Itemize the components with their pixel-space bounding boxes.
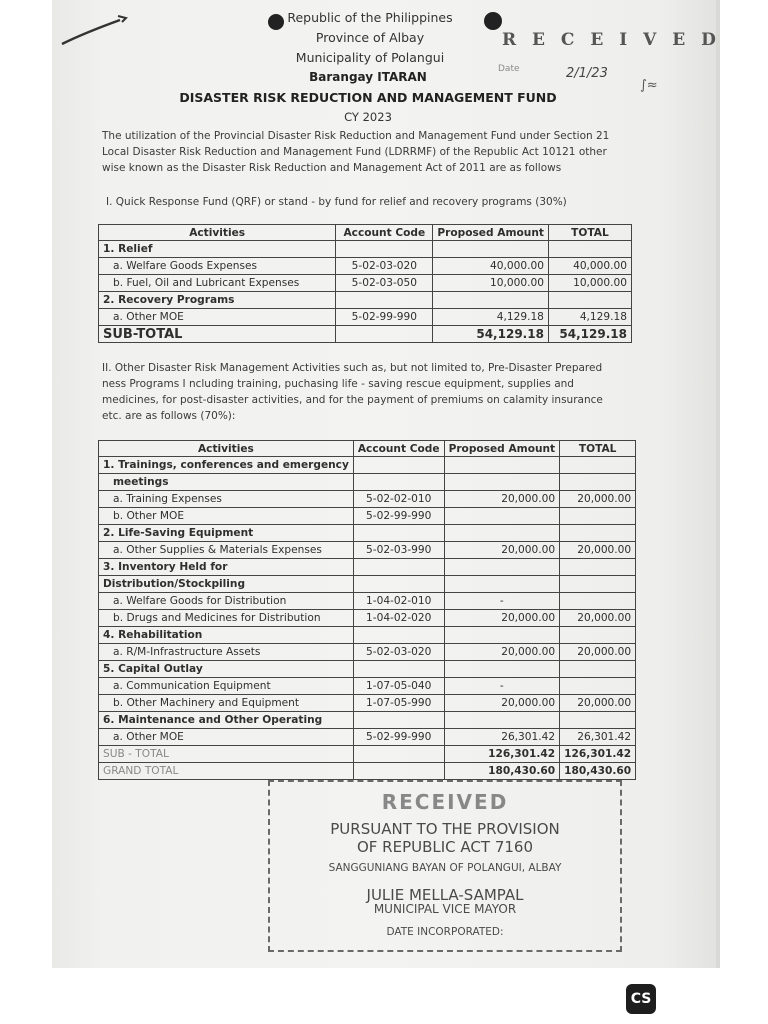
row-amount: 180,430.60 — [444, 763, 560, 780]
row-amount — [444, 525, 560, 542]
row-total: 180,430.60 — [560, 763, 636, 780]
row-total: 20,000.00 — [560, 644, 636, 661]
col-total: TOTAL — [548, 225, 631, 241]
row-code: 5-02-03-020 — [353, 644, 444, 661]
row-code — [353, 746, 444, 763]
row-code: 5-02-99-990 — [353, 729, 444, 746]
row-code: 5-02-02-010 — [353, 491, 444, 508]
row-total — [560, 627, 636, 644]
table-row — [99, 457, 636, 474]
row-activity: meetings — [99, 474, 354, 491]
col-account-code: Account Code — [353, 441, 444, 457]
header-municipality: Municipality of Polangui — [295, 50, 445, 65]
row-amount: 10,000.00 — [433, 275, 549, 292]
row-amount: 20,000.00 — [444, 695, 560, 712]
row-amount: 126,301.42 — [444, 746, 560, 763]
table-row — [99, 559, 636, 576]
row-total: 54,129.18 — [548, 326, 631, 343]
row-activity: a. R/M-Infrastructure Assets — [99, 644, 354, 661]
row-total: 20,000.00 — [560, 695, 636, 712]
stamp-vice-mayor-name: JULIE MELLA-SAMPAL — [366, 886, 524, 904]
col-account-code: Account Code — [336, 225, 433, 241]
row-amount — [433, 292, 549, 309]
row-amount: - — [444, 593, 560, 610]
row-amount: 4,129.18 — [433, 309, 549, 326]
row-code — [353, 525, 444, 542]
row-activity: b. Fuel, Oil and Lubricant Expenses — [99, 275, 336, 292]
table-row-subtotal — [99, 746, 636, 763]
row-total — [560, 661, 636, 678]
row-total: 126,301.42 — [560, 746, 636, 763]
row-amount: - — [444, 678, 560, 695]
row-total — [560, 457, 636, 474]
intro-line-2: Local Disaster Risk Reduction and Management Fund (LDRRMF) of the Republic Act 10121 other — [102, 146, 607, 158]
row-amount — [444, 457, 560, 474]
section1-heading: I. Quick Response Fund (QRF) or stand - by fund for relief and recovery programs (30%) — [106, 196, 567, 208]
fiscal-year: CY 2023 — [344, 110, 392, 124]
row-activity: a. Other Supplies & Materials Expenses — [99, 542, 354, 559]
received-stamp: R E C E I V E D — [502, 30, 721, 50]
row-amount: 20,000.00 — [444, 610, 560, 627]
row-code — [353, 474, 444, 491]
table-row — [99, 275, 632, 292]
row-total: 10,000.00 — [548, 275, 631, 292]
table-row — [99, 309, 632, 326]
page-title: DISASTER RISK REDUCTION AND MANAGEMENT FUND — [179, 90, 557, 105]
row-total: 20,000.00 — [560, 542, 636, 559]
row-amount: 20,000.00 — [444, 491, 560, 508]
received-date-label: Date — [498, 64, 520, 74]
col-proposed-amount: Proposed Amount — [444, 441, 560, 457]
table-row — [99, 712, 636, 729]
row-code — [336, 241, 433, 258]
table-row-subtotal — [99, 326, 632, 343]
section2-line-2: ness Programs I ncluding training, puchasing life - saving rescue equipment, supplies and — [102, 378, 574, 390]
intro-line-1: The utilization of the Provincial Disaster Risk Reduction and Management Fund under Section 21 — [102, 130, 610, 142]
table-row — [99, 576, 636, 593]
header-province: Province of Albay — [315, 30, 425, 45]
row-code — [353, 457, 444, 474]
drrm-activities-table — [98, 440, 636, 780]
row-amount: 26,301.42 — [444, 729, 560, 746]
row-code: 1-07-05-990 — [353, 695, 444, 712]
row-total — [548, 241, 631, 258]
qrf-table — [98, 224, 632, 343]
row-amount: 40,000.00 — [433, 258, 549, 275]
col-proposed-amount: Proposed Amount — [433, 225, 549, 241]
stamp-pursuant: PURSUANT TO THE PROVISION — [330, 820, 560, 838]
col-activities: Activities — [99, 225, 336, 241]
row-amount: 54,129.18 — [433, 326, 549, 343]
row-code: 5-02-03-050 — [336, 275, 433, 292]
row-amount — [444, 474, 560, 491]
table-row — [99, 644, 636, 661]
row-activity: SUB-TOTAL — [99, 326, 336, 343]
row-activity: 5. Capital Outlay — [99, 661, 354, 678]
row-code: 1-04-02-010 — [353, 593, 444, 610]
row-activity: a. Welfare Goods for Distribution — [99, 593, 354, 610]
table-row — [99, 241, 632, 258]
table-row — [99, 610, 636, 627]
stamp-republic-act: OF REPUBLIC ACT 7160 — [356, 838, 533, 856]
row-activity: b. Other Machinery and Equipment — [99, 695, 354, 712]
table-row — [99, 474, 636, 491]
header-country: Republic of the Philippines — [287, 10, 453, 25]
row-amount — [444, 559, 560, 576]
table-row — [99, 729, 636, 746]
row-code — [336, 326, 433, 343]
table-row — [99, 661, 636, 678]
section2-line-1: II. Other Disaster Risk Management Activities such as, but not limited to, Pre-Disaster Prepared — [102, 362, 603, 374]
section2-paragraph — [102, 360, 622, 424]
row-total — [548, 292, 631, 309]
row-code — [353, 712, 444, 729]
row-code: 1-07-05-040 — [353, 678, 444, 695]
row-code: 5-02-03-990 — [353, 542, 444, 559]
row-activity: 1. Trainings, conferences and emergency — [99, 457, 354, 474]
row-code — [353, 559, 444, 576]
row-amount — [433, 241, 549, 258]
row-amount: 20,000.00 — [444, 644, 560, 661]
row-code — [353, 576, 444, 593]
table-row — [99, 525, 636, 542]
row-activity: a. Other MOE — [99, 729, 354, 746]
camscanner-logo: CS — [626, 984, 656, 1014]
row-activity: a. Other MOE — [99, 309, 336, 326]
intro-line-3: wise known as the Disaster Risk Reduction and Management Act of 2011 are as follows — [102, 162, 562, 174]
row-total — [560, 474, 636, 491]
sanggunian-received-stamp — [268, 780, 622, 952]
row-activity: b. Other MOE — [99, 508, 354, 525]
row-amount — [444, 661, 560, 678]
row-activity: Distribution/Stockpiling — [99, 576, 354, 593]
page-edge-shadow — [716, 0, 720, 968]
row-activity: 3. Inventory Held for — [99, 559, 354, 576]
row-activity: 6. Maintenance and Other Operating — [99, 712, 354, 729]
col-total: TOTAL — [560, 441, 636, 457]
row-activity: 4. Rehabilitation — [99, 627, 354, 644]
table-row — [99, 593, 636, 610]
stamp-vice-mayor-title: MUNICIPAL VICE MAYOR — [373, 902, 517, 916]
row-code: 5-02-99-990 — [336, 309, 433, 326]
table-row — [99, 678, 636, 695]
row-activity: 2. Life-Saving Equipment — [99, 525, 354, 542]
row-amount — [444, 576, 560, 593]
stamp-sangguniang: SANGGUNIANG BAYAN OF POLANGUI, ALBAY — [328, 862, 562, 874]
row-activity: a. Training Expenses — [99, 491, 354, 508]
row-total: 20,000.00 — [560, 491, 636, 508]
table-row — [99, 292, 632, 309]
table-row — [99, 695, 636, 712]
table-row — [99, 627, 636, 644]
row-total: 40,000.00 — [548, 258, 631, 275]
table-row — [99, 491, 636, 508]
row-activity: 1. Relief — [99, 241, 336, 258]
table-row — [99, 508, 636, 525]
row-code: 1-04-02-020 — [353, 610, 444, 627]
row-total: 26,301.42 — [560, 729, 636, 746]
row-total — [560, 525, 636, 542]
intro-paragraph — [102, 128, 622, 176]
row-activity: b. Drugs and Medicines for Distribution — [99, 610, 354, 627]
row-code — [353, 763, 444, 780]
row-total — [560, 593, 636, 610]
col-activities: Activities — [99, 441, 354, 457]
table-row — [99, 542, 636, 559]
row-total — [560, 678, 636, 695]
table-row-grand-total — [99, 763, 636, 780]
row-amount: 20,000.00 — [444, 542, 560, 559]
row-code: 5-02-03-020 — [336, 258, 433, 275]
row-activity: SUB - TOTAL — [99, 746, 354, 763]
row-total — [560, 576, 636, 593]
row-amount — [444, 508, 560, 525]
row-total — [560, 508, 636, 525]
row-activity: a. Communication Equipment — [99, 678, 354, 695]
row-activity: 2. Recovery Programs — [99, 292, 336, 309]
row-activity: GRAND TOTAL — [99, 763, 354, 780]
table-row — [99, 258, 632, 275]
row-activity: a. Welfare Goods Expenses — [99, 258, 336, 275]
row-amount — [444, 627, 560, 644]
stamp-received: RECEIVED — [381, 790, 509, 814]
row-code — [353, 661, 444, 678]
received-date: 2/1/23 — [566, 66, 608, 81]
row-amount — [444, 712, 560, 729]
row-code: 5-02-99-990 — [353, 508, 444, 525]
row-code — [353, 627, 444, 644]
received-signature: ∫≈ — [640, 78, 658, 93]
row-total — [560, 559, 636, 576]
row-total: 4,129.18 — [548, 309, 631, 326]
header-barangay: Barangay ITARAN — [309, 70, 427, 84]
row-total — [560, 712, 636, 729]
row-code — [336, 292, 433, 309]
row-total: 20,000.00 — [560, 610, 636, 627]
section2-line-4: etc. are as follows (70%): — [102, 410, 236, 422]
stamp-date-incorporated: DATE INCORPORATED: — [386, 926, 504, 938]
section2-line-3: medicines, for post-disaster activities, and for the payment of premiums on calamity insurance — [102, 394, 603, 406]
